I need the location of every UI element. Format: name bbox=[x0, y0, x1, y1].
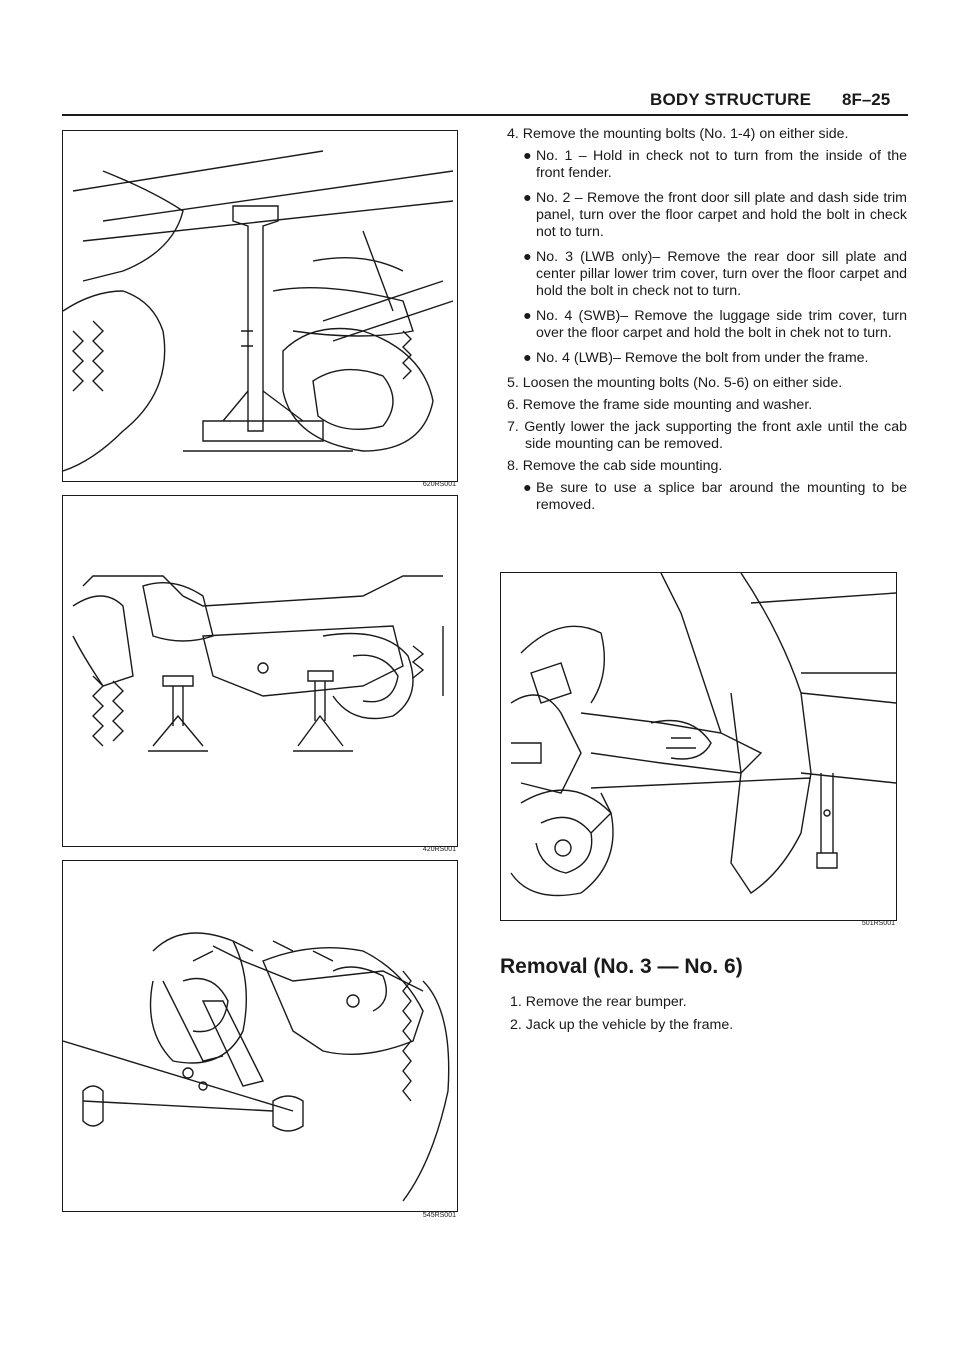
step-5: 5. Loosen the mounting bolts (No. 5-6) on either side. bbox=[507, 375, 843, 391]
bullet-icon: ● bbox=[523, 190, 532, 206]
figure-cab-mounting bbox=[500, 572, 897, 921]
figure-code-2: 420RS001 bbox=[422, 846, 456, 853]
removal-step-1: 1. Remove the rear bumper. bbox=[510, 994, 687, 1010]
figure-floor-jack bbox=[62, 860, 458, 1212]
figure-jack-stand-front bbox=[62, 130, 458, 482]
step-8: 8. Remove the cab side mounting. bbox=[507, 458, 723, 474]
removal-heading: Removal (No. 3 — No. 6) bbox=[500, 955, 743, 978]
step-6: 6. Remove the frame side mounting and washer. bbox=[507, 397, 813, 413]
instructions-column bbox=[507, 126, 907, 522]
bullet-item: ● No. 2 – Remove the front door sill plate and dash side trim panel, turn over the floor carpet and hold the bolt in check not to turn. bbox=[523, 190, 907, 240]
bullet-item: ● No. 4 (LWB)– Remove the bolt from under the frame. bbox=[523, 350, 869, 366]
step-7: 7. Gently lower the jack supporting the front axle until the cab side mounting can be removed. bbox=[507, 419, 907, 452]
removal-steps bbox=[500, 994, 910, 1040]
bullet-item: ● No. 1 – Hold in check not to turn from the inside of the front fender. bbox=[523, 148, 907, 181]
figure-code-4: 501RS001 bbox=[861, 920, 895, 927]
bullet-icon: ● bbox=[523, 249, 532, 265]
header-divider bbox=[62, 114, 908, 116]
bullet-item: ● No. 3 (LWB only)– Remove the rear door sill plate and center pillar lower trim cover, turn over the floor carpet and hold the bolt in check not to turn. bbox=[523, 249, 907, 299]
bullet-item: ● No. 4 (SWB)– Remove the luggage side trim cover, turn over the floor carpet and hold the bolt in chek not to turn. bbox=[523, 308, 907, 341]
figure-code-1: 620RS001 bbox=[422, 481, 456, 488]
step-4: 4. Remove the mounting bolts (No. 1-4) on either side. bbox=[507, 126, 849, 142]
figure-two-jack-stands bbox=[62, 495, 458, 847]
bullet-icon: ● bbox=[523, 148, 532, 164]
page-number: 8F–25 bbox=[842, 90, 891, 109]
section-title: BODY STRUCTURE bbox=[650, 90, 812, 109]
bullet-icon: ● bbox=[523, 480, 532, 496]
bullet-icon: ● bbox=[523, 350, 532, 366]
bullet-item: ● Be sure to use a splice bar around the mounting to be removed. bbox=[523, 480, 907, 513]
bullet-icon: ● bbox=[523, 308, 532, 324]
removal-step-2: 2. Jack up the vehicle by the frame. bbox=[510, 1017, 734, 1033]
figure-code-3: 545RS001 bbox=[422, 1212, 456, 1219]
